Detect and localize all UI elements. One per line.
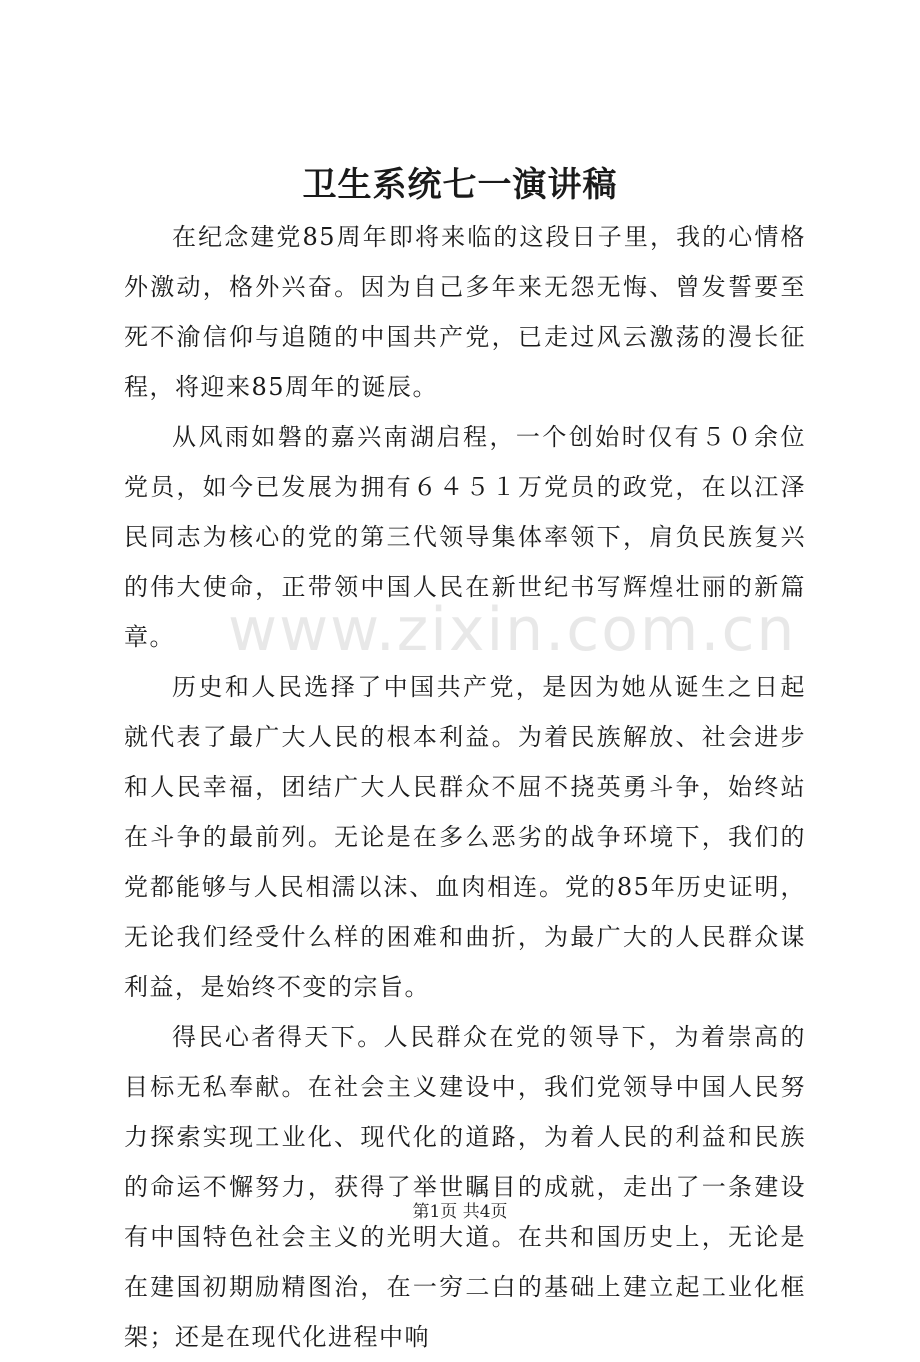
watermark: www.zixin.com.cn [228, 595, 797, 665]
paragraph: 从风雨如磐的嘉兴南湖启程，一个创始时仅有５０余位党员，如今已发展为拥有６４５１万党员的政党，在以江泽民同志为核心的党的第三代领导集体率领下，肩负民族复兴的伟大使命，正带领中国人民在新世纪书写辉煌壮丽的新篇章。 [124, 423, 806, 651]
document-title: 卫生系统七一演讲稿 [302, 165, 618, 205]
paragraph: 得民心者得天下。人民群众在党的领导下，为着崇高的目标无私奉献。在社会主义建设中，我们党领导中国人民努力探索实现工业化、现代化的道路，为着人民的利益和民族的命运不懈努力，获得了举世瞩目的成就，走出了一条建设有中国特色社会主义的光明大道。在共和国历史上，无论是在建国初期励精图治，在一穷二白的基础上建立起工业化框架；还是在现代化进程中响 [124, 1023, 806, 1351]
page-number-footer: 第1页 共4页 [412, 1202, 508, 1222]
document-body [124, 212, 806, 1362]
paragraph: 历史和人民选择了中国共产党，是因为她从诞生之日起就代表了最广大人民的根本利益。为着民族解放、社会进步和人民幸福，团结广大人民群众不屈不挠英勇斗争，始终站在斗争的最前列。无论是在多么恶劣的战争环境下，我们的党都能够与人民相濡以沫、血肉相连。党的85年历史证明，无论我们经受什么样的困难和曲折，为最广大的人民群众谋利益，是始终不变的宗旨。 [124, 673, 806, 1001]
paragraph: 在纪念建党85周年即将来临的这段日子里，我的心情格外激动，格外兴奋。因为自己多年来无怨无悔、曾发誓要至死不渝信仰与追随的中国共产党，已走过风云激荡的漫长征程，将迎来85周年的诞辰。 [124, 223, 806, 401]
